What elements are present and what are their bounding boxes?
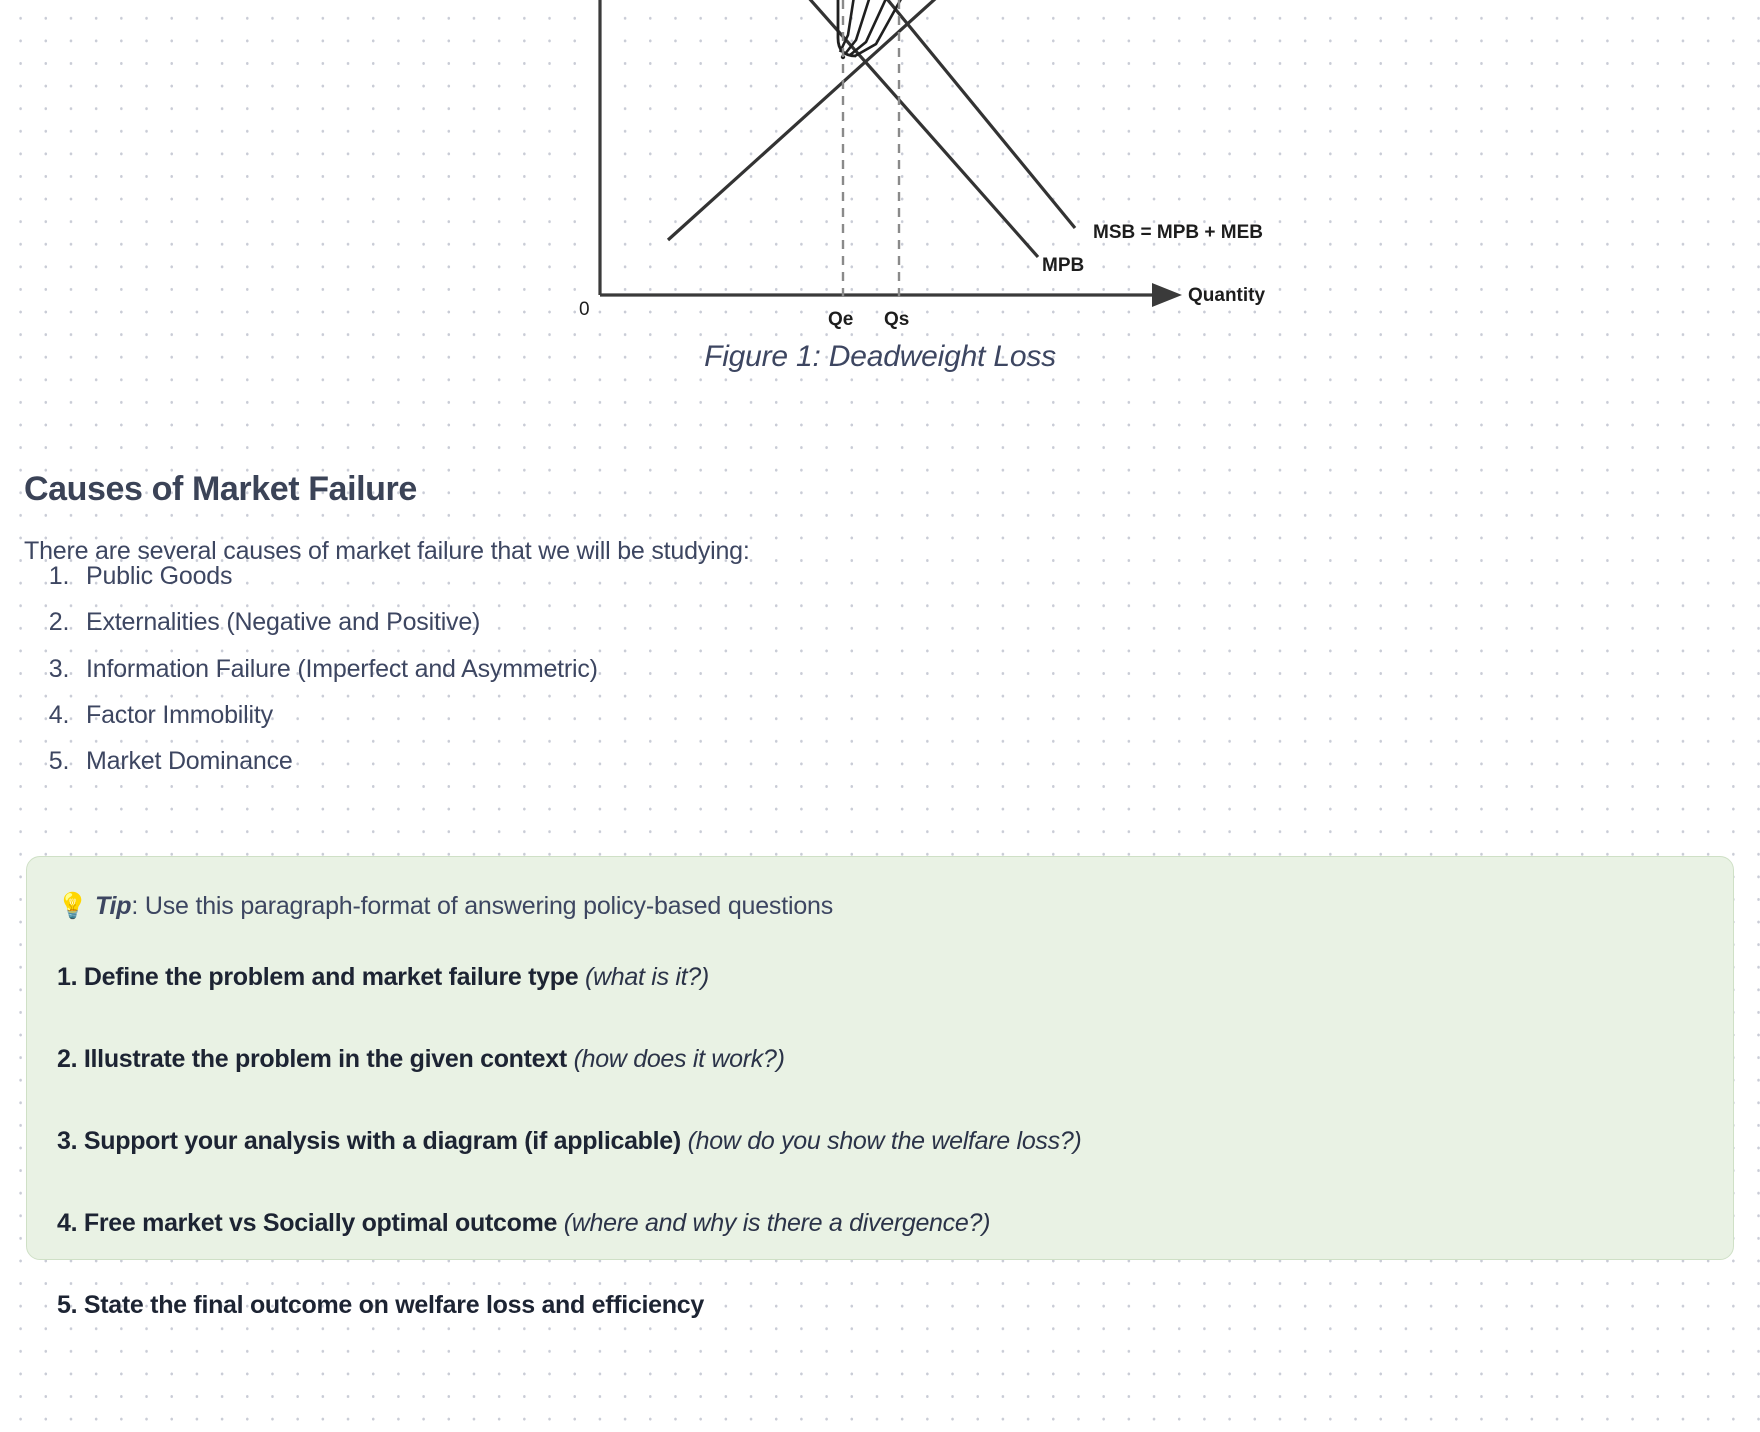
- msb-curve: [878, 0, 1075, 228]
- tip-step-3-bold: 3. Support your analysis with a diagram (if applicable): [57, 1127, 681, 1156]
- intro-paragraph: There are several causes of market failure that we will be studying:: [24, 537, 750, 565]
- tip-step-5-bold: 5. State the final outcome on welfare loss and efficiency: [57, 1291, 704, 1320]
- supply-curve: [668, 0, 945, 240]
- tip-step-1-bold: 1. Define the problem and market failure type: [57, 963, 579, 992]
- tip-callout: [26, 856, 1734, 1320]
- tip-step-3: [57, 1126, 1703, 1156]
- x-axis-label: Quantity: [1188, 285, 1266, 306]
- list-item: 4. Factor Immobility: [76, 699, 598, 732]
- tip-intro-text: : Use this paragraph-format of answering policy-based questions: [131, 892, 834, 920]
- figure-deadweight-loss: [0, 0, 1760, 373]
- qe-tick-label: Qe: [828, 309, 854, 330]
- figure-caption: Figure 1: Deadweight Loss: [704, 340, 1056, 373]
- lightbulb-icon: 💡: [57, 892, 88, 920]
- tip-step-3-question: (how do you show the welfare loss?): [687, 1127, 1082, 1156]
- tip-step-2: [57, 1044, 1703, 1074]
- deadweight-loss-diagram: [0, 0, 1760, 330]
- list-item: 2. Externalities (Negative and Positive): [76, 606, 598, 639]
- tip-step-4: [57, 1208, 1703, 1238]
- page-title: Causes of Market Failure: [24, 470, 417, 509]
- origin-label: 0: [579, 299, 590, 320]
- tip-step-2-question: (how does it work?): [573, 1045, 785, 1074]
- tip-step-5: [57, 1290, 1703, 1320]
- mpb-curve-label: MPB: [1042, 255, 1085, 276]
- deadweight-loss-hatching: [840, 0, 906, 56]
- list-item: 5. Market Dominance: [76, 745, 598, 778]
- tip-step-4-question: (where and why is there a divergence?): [563, 1209, 991, 1238]
- tip-step-2-bold: 2. Illustrate the problem in the given context: [57, 1045, 567, 1074]
- tip-step-1: [57, 962, 1703, 992]
- causes-of-market-failure-list: [24, 560, 598, 791]
- tip-step-4-bold: 4. Free market vs Socially optimal outcome: [57, 1209, 558, 1238]
- list-item: 3. Information Failure (Imperfect and Asymmetric): [76, 653, 598, 686]
- qs-tick-label: Qs: [884, 309, 910, 330]
- list-item: 1. Public Goods: [76, 560, 598, 593]
- chart-area: [0, 0, 1760, 330]
- tip-step-1-question: (what is it?): [585, 963, 709, 992]
- tip-heading: [57, 891, 1703, 922]
- tip-label: Tip: [94, 892, 132, 920]
- x-axis-arrow: [1152, 283, 1182, 307]
- msb-curve-label: MSB = MPB + MEB: [1093, 222, 1263, 243]
